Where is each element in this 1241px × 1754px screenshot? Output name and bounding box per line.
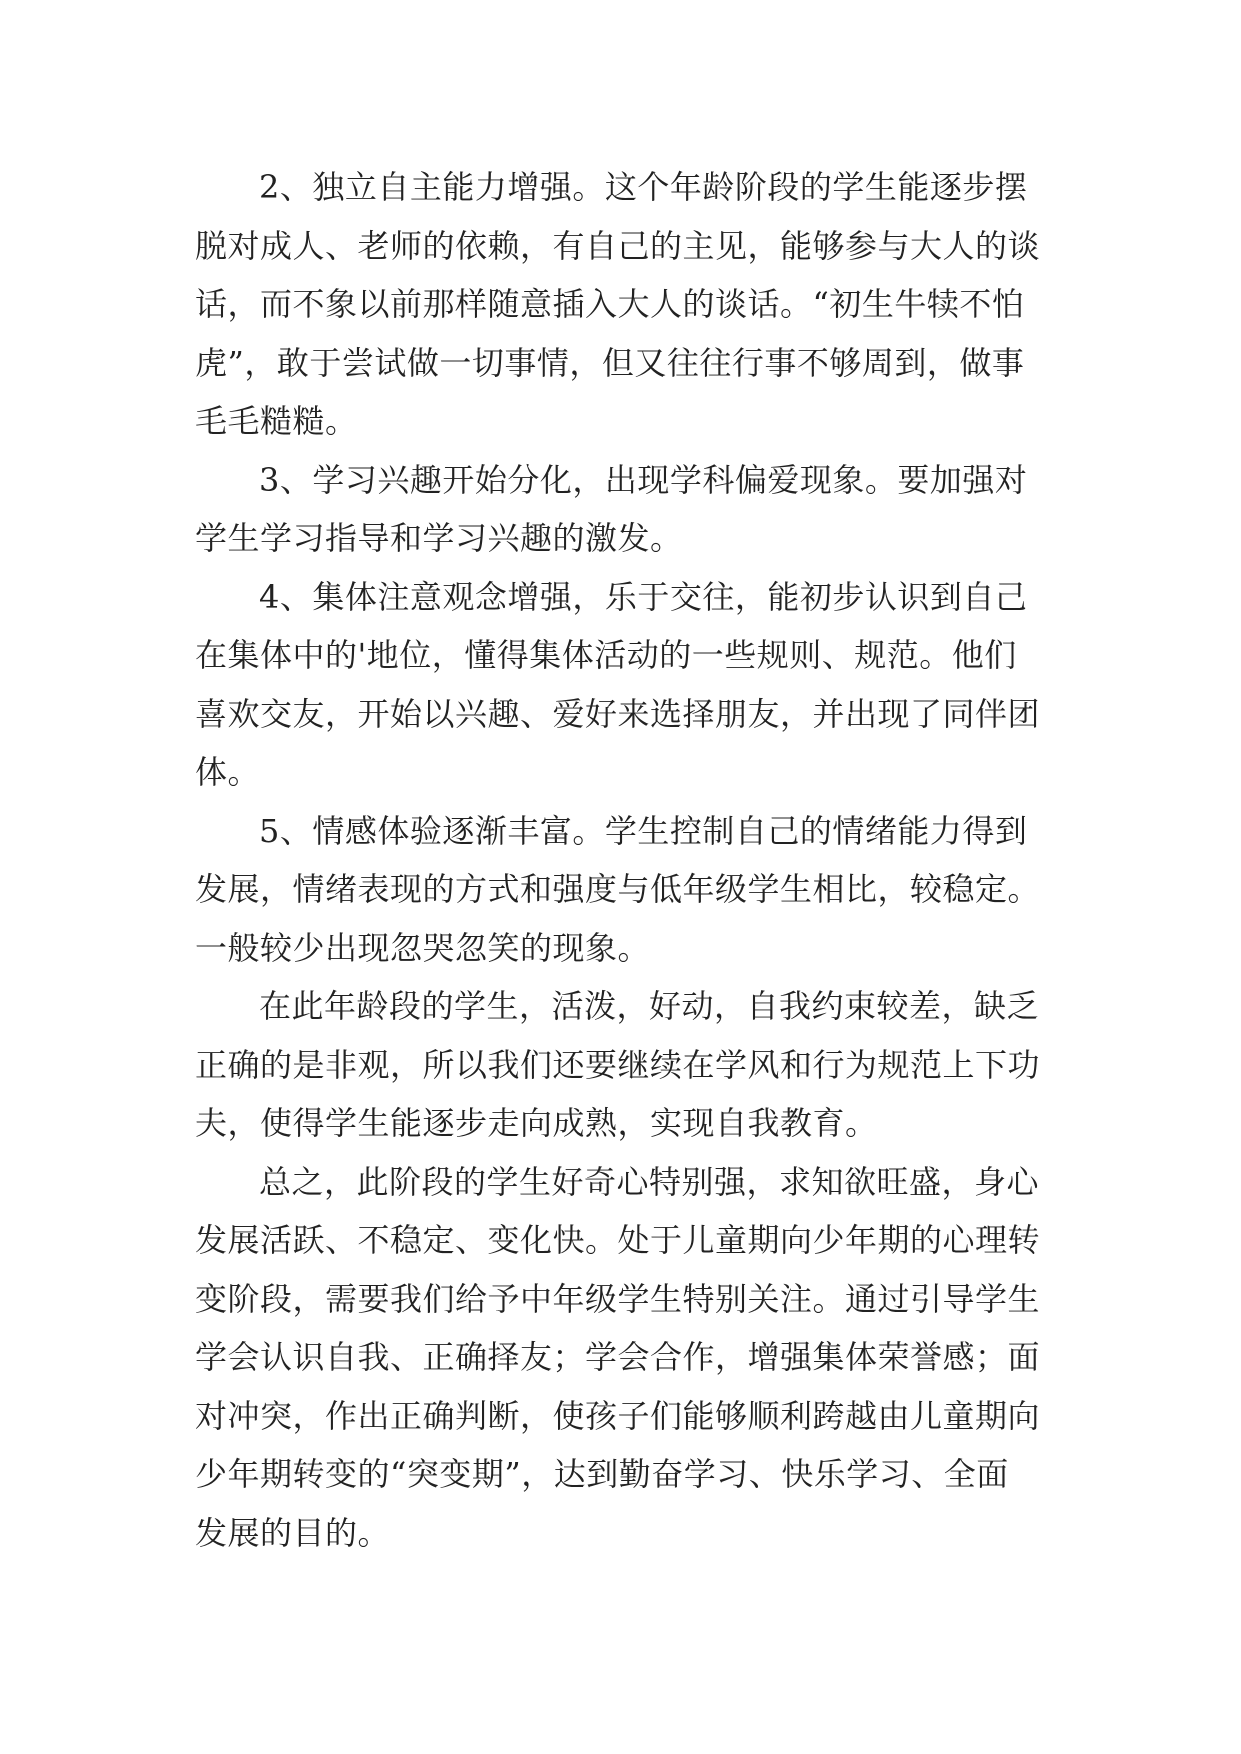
paragraph-4 xyxy=(195,568,1075,802)
paragraph-line: 对冲突，作出正确判断，使孩子们能够顺利跨越由儿童期向 xyxy=(195,1396,1041,1435)
paragraph-line: 一般较少出现忽哭忽笑的现象。 xyxy=(195,928,651,967)
document-body xyxy=(195,158,1075,1562)
paragraph-line: 学会认识自我、正确择友；学会合作，增强集体荣誉感；面 xyxy=(195,1338,1041,1376)
paragraph-line: 4、集体注意观念增强，乐于交往，能初步认识到自己 xyxy=(259,577,1028,616)
paragraph-line: 在此年龄段的学生，活泼，好动，自我约束较差，缺乏 xyxy=(259,987,1040,1025)
paragraph-line: 毛毛糙糙。 xyxy=(195,402,358,440)
paragraph-summary xyxy=(195,1153,1075,1563)
paragraph-line: 5、情感体验逐渐丰富。学生控制自己的情绪能力得到 xyxy=(259,811,1028,850)
paragraph-line: 正确的是非观，所以我们还要继续在学风和行为规范上下功 xyxy=(195,1045,1041,1084)
paragraph-line: 喜欢交友，开始以兴趣、爱好来选择朋友，并出现了同伴团 xyxy=(195,694,1041,733)
paragraph-line: 3、学习兴趣开始分化，出现学科偏爱现象。要加强对 xyxy=(259,460,1028,499)
paragraph-line: 2、独立自主能力增强。这个年龄阶段的学生能逐步摆 xyxy=(259,168,1028,206)
paragraph-line: 话，而不象以前那样随意插入大人的谈话。“初生牛犊不怕 xyxy=(195,285,1025,323)
paragraph-line: 体。 xyxy=(195,753,261,791)
paragraph-line: 虎”，敢于尝试做一切事情，但又往往行事不够周到，做事 xyxy=(195,343,1025,382)
paragraph-line: 发展活跃、不稳定、变化快。处于儿童期向少年期的心理转 xyxy=(195,1221,1041,1259)
paragraph-line: 发展的目的。 xyxy=(195,1513,391,1552)
paragraph-2 xyxy=(195,158,1075,451)
paragraph-line: 在集体中的'地位，懂得集体活动的一些规则、规范。他们 xyxy=(195,636,1017,674)
paragraph-line: 变阶段，需要我们给予中年级学生特别关注。通过引导学生 xyxy=(195,1279,1041,1318)
paragraph-age-group xyxy=(195,977,1075,1153)
paragraph-line: 发展，情绪表现的方式和强度与低年级学生相比，较稳定。 xyxy=(195,870,1041,908)
paragraph-line: 脱对成人、老师的依赖，有自己的主见，能够参与大人的谈 xyxy=(195,226,1041,265)
paragraph-line: 学生学习指导和学习兴趣的激发。 xyxy=(195,519,683,557)
paragraph-3 xyxy=(195,451,1075,568)
paragraph-line: 总之，此阶段的学生好奇心特别强，求知欲旺盛，身心 xyxy=(259,1162,1040,1201)
paragraph-5 xyxy=(195,802,1075,978)
paragraph-line: 夫，使得学生能逐步走向成熟，实现自我教育。 xyxy=(195,1104,878,1142)
paragraph-line: 少年期转变的“突变期”，达到勤奋学习、快乐学习、全面 xyxy=(195,1455,1009,1493)
